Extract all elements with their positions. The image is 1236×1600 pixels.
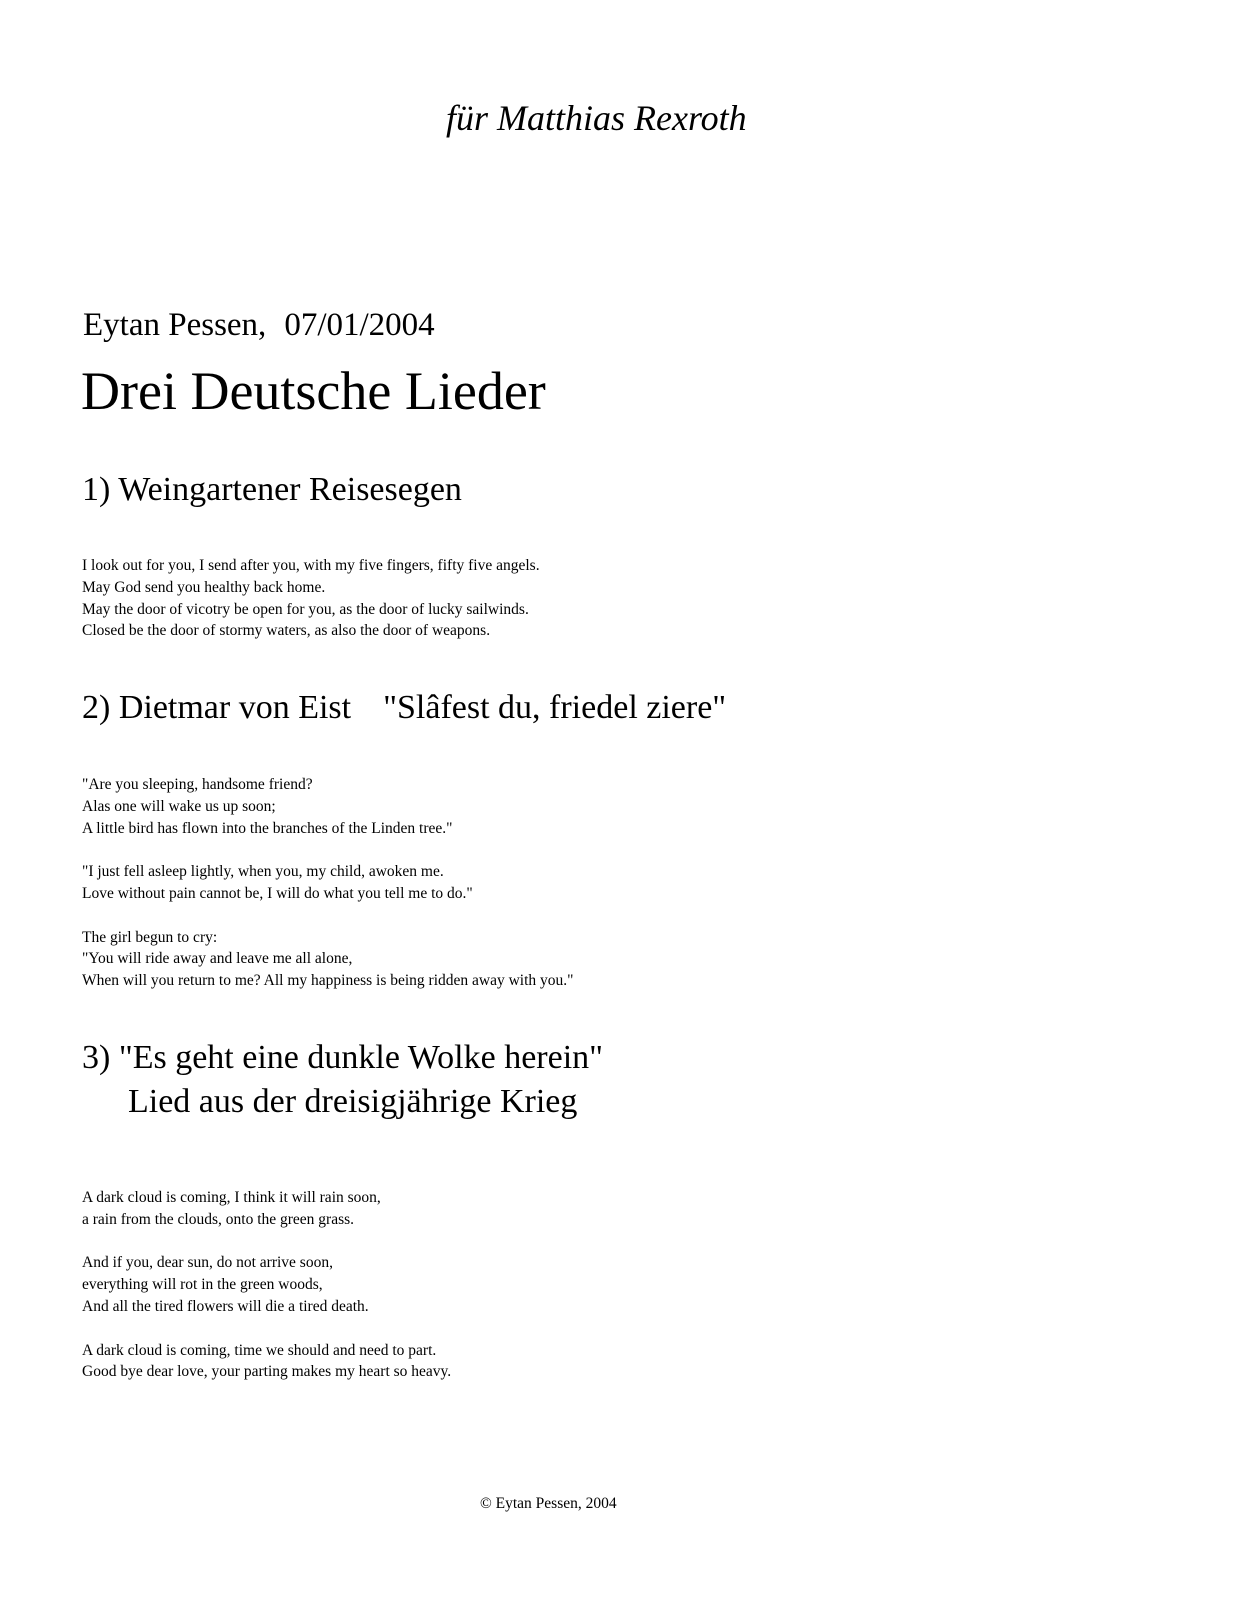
- dedication: für Matthias Rexroth: [446, 98, 747, 138]
- song-1-heading: 1) Weingartener Reisesegen: [82, 471, 462, 508]
- verse-line: "I just fell asleep lightly, when you, my child, awoken me.: [82, 863, 444, 881]
- song-2-heading-quote: "Slâfest du, friedel ziere": [383, 689, 727, 726]
- stanza: [82, 774, 573, 839]
- song-1-lyrics: [82, 555, 540, 642]
- song-2-lyrics: [82, 774, 573, 992]
- verse-line: A dark cloud is coming, I think it will rain soon,: [82, 1189, 381, 1206]
- verse-line: And if you, dear sun, do not arrive soon,: [82, 1254, 333, 1272]
- verse-line: I look out for you, I send after you, with my five fingers, fifty five angels.: [82, 557, 540, 574]
- verse-line: "You will ride away and leave me all alone,: [82, 950, 353, 968]
- author-name: Eytan Pessen,: [83, 307, 267, 343]
- verse-line: A little bird has flown into the branches of the Linden tree.": [82, 819, 453, 837]
- verse-line: The girl begun to cry:: [82, 928, 218, 946]
- verse-line: Closed be the door of stormy waters, as also the door of weapons.: [82, 622, 491, 640]
- verse-line: May God send you healthy back home.: [82, 578, 326, 596]
- song-3-subheading: Lied aus der dreisigjährige Krieg: [128, 1083, 578, 1120]
- verse-line: Love without pain cannot be, I will do what you tell me to do.": [82, 884, 473, 902]
- verse-line: When will you return to me? All my happiness is being ridden away with you.": [82, 972, 574, 990]
- stanza: [82, 555, 540, 642]
- verse-line: A dark cloud is coming, time we should and need to part.: [82, 1341, 437, 1359]
- verse-line: Alas one will wake us up soon;: [82, 797, 276, 815]
- song-2-heading: [82, 686, 726, 730]
- verse-line: a rain from the clouds, onto the green grass.: [82, 1210, 355, 1228]
- song-3-lyrics: [82, 1187, 451, 1383]
- stanza: [82, 927, 573, 992]
- copyright-notice: © Eytan Pessen, 2004: [480, 1495, 617, 1512]
- document-title: Drei Deutsche Lieder: [81, 361, 546, 421]
- stanza: [82, 861, 573, 905]
- verse-line: everything will rot in the green woods,: [82, 1276, 323, 1294]
- song-3-heading: [82, 1036, 603, 1124]
- stanza: [82, 1252, 451, 1317]
- composition-date: 07/01/2004: [284, 307, 435, 343]
- verse-line: And all the tired flowers will die a tired death.: [82, 1297, 369, 1315]
- stanza: [82, 1187, 451, 1231]
- stanza: [82, 1340, 451, 1384]
- song-2-heading-text: 2) Dietmar von Eist: [82, 689, 352, 726]
- verse-line: "Are you sleeping, handsome friend?: [82, 776, 313, 793]
- song-3-heading-text: 3) "Es geht eine dunkle Wolke herein": [82, 1039, 604, 1076]
- verse-line: May the door of vicotry be open for you, as the door of lucky sailwinds.: [82, 600, 529, 618]
- verse-line: Good bye dear love, your parting makes my heart so heavy.: [82, 1363, 452, 1381]
- author-line: [83, 306, 435, 344]
